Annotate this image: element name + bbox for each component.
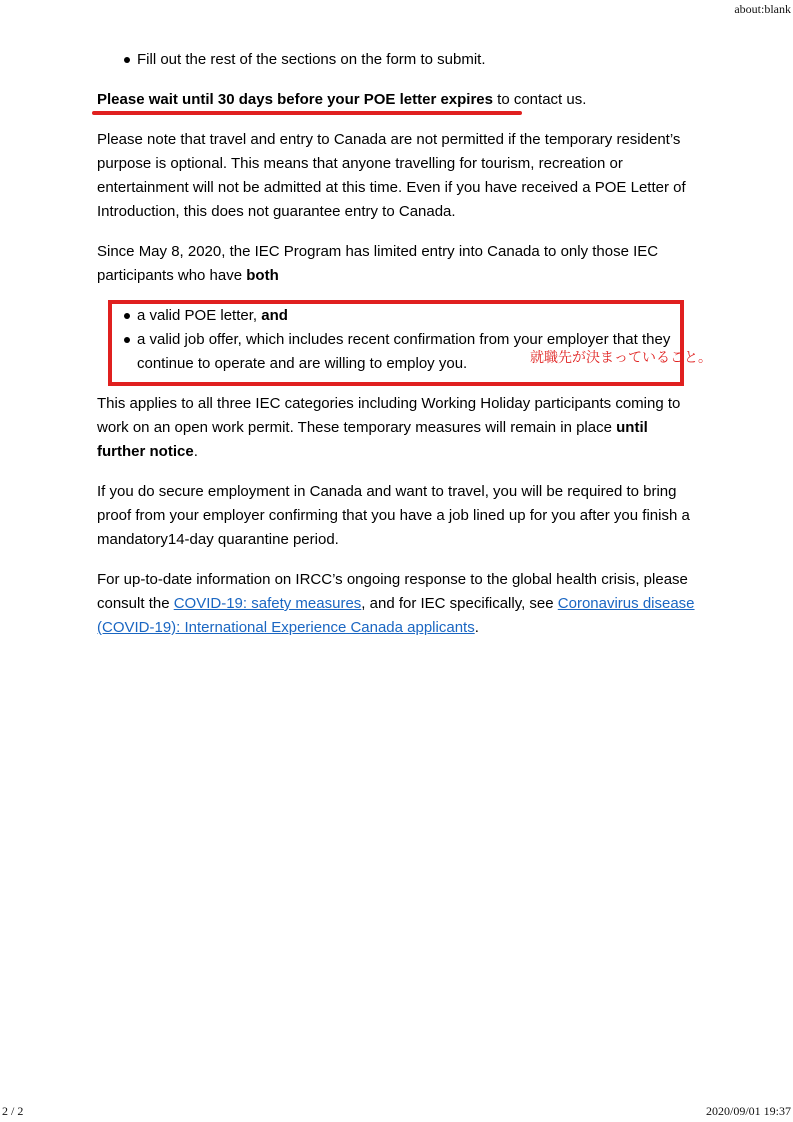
entry-limit-paragraph bbox=[97, 240, 697, 288]
safety-measures-link[interactable]: COVID-19: safety measures bbox=[173, 595, 362, 612]
wait-notice-bold: Please wait until 30 days before your POE letter expires bbox=[97, 91, 493, 108]
travel-restriction-paragraph: Please note that travel and entry to Canada are not permitted if the temporary resident’s purpose is optional. This means that anyone travelling for tourism, recreation or entertainment will not be admitted at this time. Even if you have received a POE Letter of Introduction, this does not guarantee entry to Canada. bbox=[97, 131, 686, 220]
categories-end: . bbox=[193, 443, 198, 460]
list-item-text: Fill out the rest of the sections on the form to submit. bbox=[137, 51, 486, 68]
red-box-annotation bbox=[108, 300, 684, 386]
list-item bbox=[97, 48, 697, 72]
form-steps-list bbox=[97, 48, 697, 72]
iec-applicants-link[interactable]: Coronavirus disease (COVID-19): International Experience Canada applicants bbox=[97, 595, 695, 636]
entry-limit-text: Since May 8, 2020, the IEC Program has limited entry into Canada to only those IEC participants who have bbox=[97, 243, 659, 284]
red-underline-annotation bbox=[92, 111, 522, 115]
contact-timing-paragraph bbox=[97, 88, 697, 112]
more-info-text-2: , and for IEC specifically, see bbox=[361, 595, 558, 612]
requirement-text: a valid POE letter, bbox=[137, 307, 262, 324]
print-timestamp: 2020/09/01 19:37 bbox=[705, 1104, 791, 1118]
categories-bold: until further notice bbox=[97, 419, 648, 460]
categories-text: This applies to all three IEC categories including Working Holiday participants coming to work on an open work permit. These temporary measures will remain in place bbox=[97, 395, 681, 436]
entry-limit-bold: both bbox=[246, 267, 279, 284]
more-info-end: . bbox=[474, 619, 479, 636]
wait-notice-rest: to contact us. bbox=[493, 91, 587, 108]
browser-url-header: about:blank bbox=[734, 2, 791, 16]
more-info-paragraph bbox=[97, 568, 697, 640]
more-info-text: For up-to-date information on IRCC’s ongoing response to the global health crisis, please consult the bbox=[97, 571, 688, 612]
categories-paragraph bbox=[97, 392, 697, 464]
japanese-annotation-note: 就職先が決まっていること。 bbox=[530, 350, 712, 366]
page-indicator: 2 / 2 bbox=[2, 1104, 24, 1118]
employment-proof-paragraph: If you do secure employment in Canada and want to travel, you will be required to bring proof from your employer confirming that you have a job lined up for you after you finish a mandatory14-day quarantine period. bbox=[97, 483, 690, 548]
requirement-bold: and bbox=[261, 307, 288, 324]
requirement-text: a valid job offer, which includes recent confirmation from your employer that they continue to operate and are willing to employ you. bbox=[137, 331, 671, 372]
